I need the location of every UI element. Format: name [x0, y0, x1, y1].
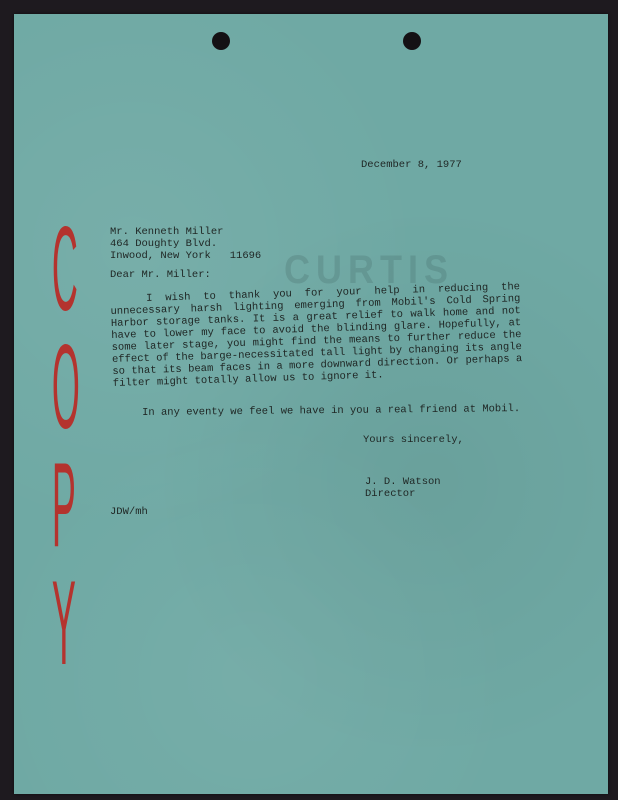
- body-paragraph-1: I wish to thank you for your help in reducing the unnecessary harsh lighting emerging from Mobil's Cold Spring Harbor storage tanks. It is a great relief to walk home and not have to lower my face to avoid the blinding glare. Hopefully, at some later stage, you might find the means to further reduce the effect of the barge-necessitated tall light by changing its angle so that its beam faces in a more downward direction. Or perhaps a filter might totally allow us to ignore it.: [110, 281, 523, 390]
- body-paragraph-2: In any eventy we feel we have in you a real friend at Mobil.: [142, 403, 521, 419]
- copy-stamp: [40, 202, 80, 690]
- typist-initials: JDW/mh: [110, 506, 148, 518]
- closing: Yours sincerely,: [363, 434, 464, 446]
- punch-hole-left: [212, 32, 230, 50]
- watermark: CURTIS: [284, 246, 454, 292]
- recipient-street: 464 Doughty Blvd.: [110, 238, 218, 250]
- signature-block: [365, 476, 441, 500]
- copy-stamp-letter-y: Y: [51, 556, 76, 690]
- recipient-name: Mr. Kenneth Miller: [110, 226, 224, 238]
- recipient-city: Inwood, New York 11696: [110, 250, 262, 262]
- punch-hole-right: [403, 32, 421, 50]
- copy-stamp-letter-o: O: [51, 320, 80, 454]
- letter-page: [14, 14, 608, 794]
- copy-stamp-letter-c: C: [51, 202, 78, 336]
- signatory-title: Director: [365, 488, 416, 500]
- salutation: Dear Mr. Miller:: [110, 269, 211, 281]
- letter-date: December 8, 1977: [361, 159, 462, 171]
- signatory-name: J. D. Watson: [365, 476, 441, 488]
- recipient-address: [110, 226, 261, 262]
- copy-stamp-letter-p: P: [51, 438, 76, 572]
